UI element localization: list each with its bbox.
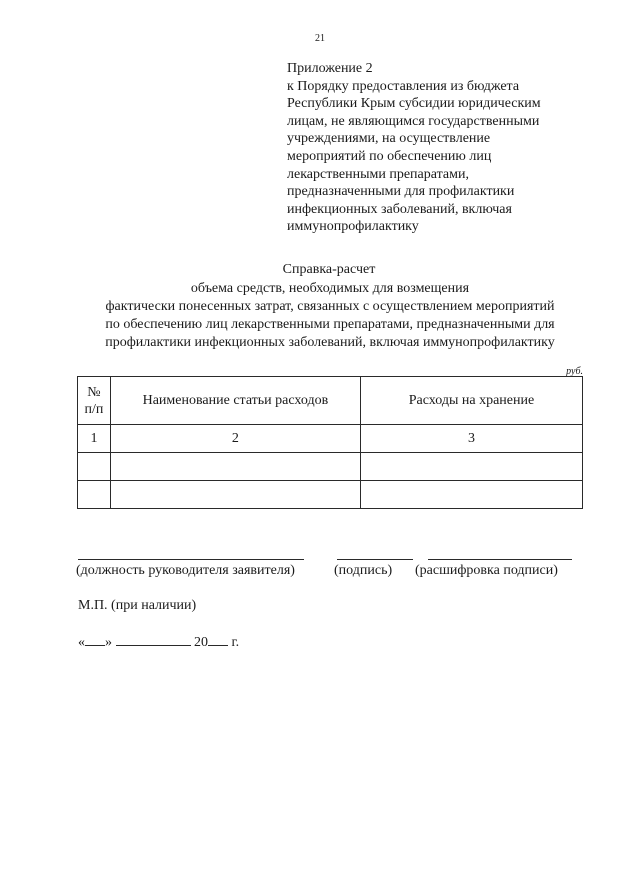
signature-label: (подпись) (334, 563, 393, 578)
year-prefix: 20 (194, 635, 208, 650)
day-blank (85, 634, 105, 646)
table-numbering-row (78, 425, 583, 453)
table-row-empty (78, 453, 583, 481)
table-cell (78, 453, 111, 481)
position-signature-line (78, 559, 304, 560)
month-blank (116, 634, 191, 646)
position-label: (должность руководителя заявителя) (76, 563, 295, 578)
expenses-table (77, 376, 583, 509)
signature-line (337, 559, 413, 560)
table-cell (78, 481, 111, 509)
table-cell (110, 481, 360, 509)
table-cell: 1 (78, 425, 111, 453)
date-suffix: г. (231, 635, 240, 650)
date-open-quote: « (78, 635, 85, 650)
table-cell (110, 453, 360, 481)
date-line (78, 634, 239, 651)
appendix-title: Приложение 2 (287, 61, 373, 76)
currency-unit: руб. (566, 366, 583, 377)
header-expense-item: Наименование статьи расходов (110, 377, 360, 425)
appendix-body: к Порядку предоставления из бюджета Республики Крым субсидии юридическим лицам, не являющимся государственными учреждениями, на осуществление мероприятий по обеспечению лиц лекарственными препаратами, предназначенными для профилактики инфекционных заболеваний, включая иммунопрофилактику (287, 78, 541, 235)
table-cell (360, 481, 582, 509)
year-blank (208, 634, 228, 646)
table-cell: 2 (110, 425, 360, 453)
decoding-signature-line (428, 559, 572, 560)
appendix-block (287, 60, 587, 236)
document-title: Справка-расчет (282, 262, 376, 277)
table-cell (360, 453, 582, 481)
stamp-note: М.П. (при наличии) (78, 598, 197, 613)
table-cell: 3 (360, 425, 582, 453)
date-close-quote: » (105, 635, 112, 650)
header-storage-costs: Расходы на хранение (360, 377, 582, 425)
decoding-label: (расшифровка подписи) (415, 563, 558, 578)
header-number (78, 377, 111, 425)
document-subtitle: объема средств, необходимых для возмещения фактически понесенных затрат, связанных с осуществлением мероприятий по обеспечению лиц лекарственными препаратами, предназначенными для профилактики инфекционных заболеваний, включая иммунопрофилактику (105, 281, 555, 350)
page-number: 21 (315, 33, 325, 44)
table-header-row (78, 377, 583, 425)
table-row-empty (78, 481, 583, 509)
header-number-label: № п/п (84, 384, 104, 417)
